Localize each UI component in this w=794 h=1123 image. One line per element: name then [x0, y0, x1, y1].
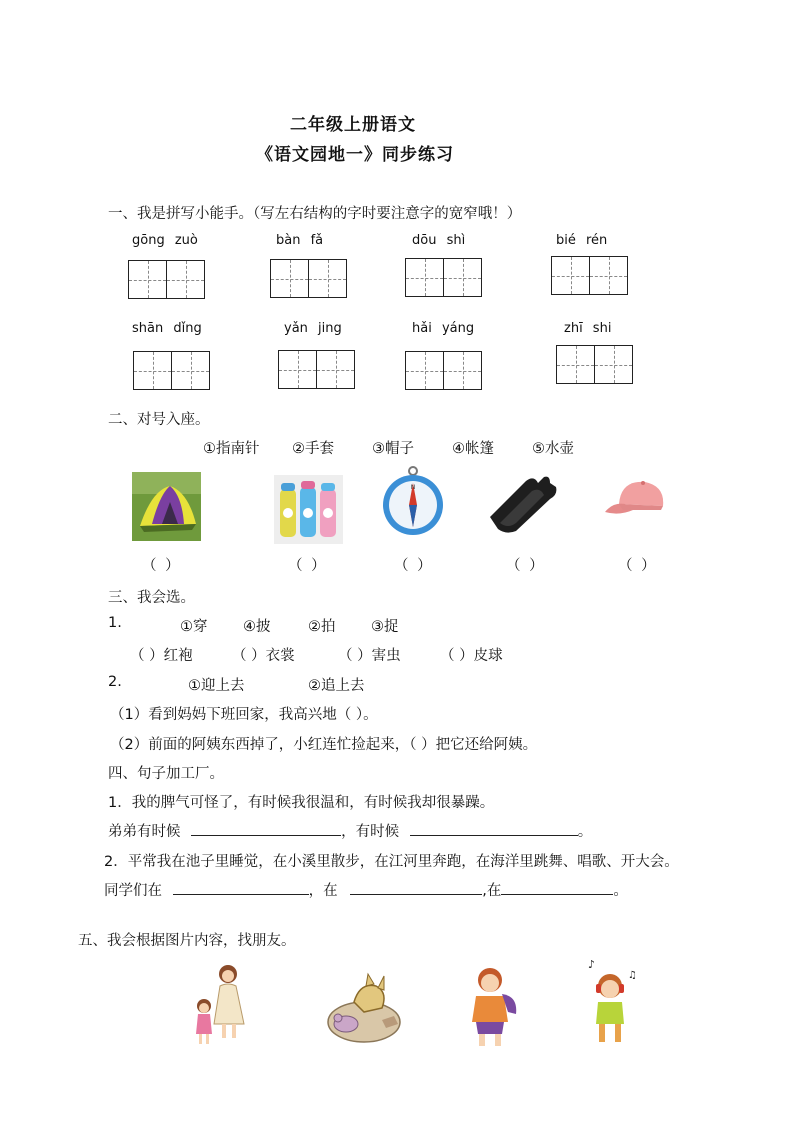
answer-line[interactable]: [410, 821, 578, 836]
fill-item[interactable]: （ ）皮球: [440, 648, 503, 664]
fill-text: 弟弟有时候: [108, 824, 181, 840]
cap-icon: [603, 476, 669, 522]
choice-option: ②拍: [308, 619, 336, 635]
writing-grid[interactable]: [278, 350, 355, 389]
writing-grid[interactable]: [556, 345, 633, 384]
answer-blank[interactable]: （ ）: [288, 558, 326, 574]
section3-heading: 三、我会选。: [108, 590, 195, 606]
page-subtitle: 《语文园地一》同步练习: [256, 145, 454, 165]
page-title: 二年级上册语文: [290, 115, 416, 135]
section4-heading: 四、句子加工厂。: [108, 766, 224, 782]
section2-heading: 二、对号入座。: [108, 412, 210, 428]
girl-music-icon: [584, 956, 640, 1050]
choice-option: ②追上去: [308, 678, 365, 694]
fill-text: ,在: [482, 883, 502, 899]
choice-option: ③捉: [371, 619, 399, 635]
answer-blank[interactable]: （ ）: [618, 558, 656, 574]
choice-option: ①穿: [180, 619, 208, 635]
answer-line[interactable]: [173, 880, 309, 895]
sentence-example: 2．平常我在池子里睡觉，在小溪里散步，在江河里奔跑，在海洋里跳舞、唱歌、开大会。: [104, 854, 679, 870]
section5-heading: 五、我会根据图片内容，找朋友。: [78, 933, 296, 949]
pinyin-5: shān dǐng: [132, 321, 202, 336]
svg-text:♪: ♪: [588, 958, 596, 971]
pinyin-2: bàn fǎ: [276, 233, 324, 248]
answer-line[interactable]: [350, 880, 482, 895]
option-tent: ④帐篷: [452, 441, 494, 457]
pinyin-4: bié rén: [556, 233, 608, 248]
sentence-example: 1．我的脾气可怪了，有时候我很温和，有时候我却很暴躁。: [108, 795, 495, 811]
option-cap: ③帽子: [372, 441, 414, 457]
question-number: 2.: [108, 674, 122, 690]
choice-option: ④披: [243, 619, 271, 635]
fill-item[interactable]: （ ）衣裳: [232, 648, 295, 664]
tent-icon: [132, 472, 201, 541]
svg-text:N: N: [410, 484, 416, 491]
option-bottle: ⑤水壶: [532, 441, 574, 457]
choice-option: ①迎上去: [188, 678, 245, 694]
answer-line[interactable]: [191, 821, 341, 836]
fill-text: ，有时候: [341, 824, 400, 840]
fill-line: [104, 879, 628, 900]
fill-text: 同学们在: [104, 883, 162, 899]
fill-text: 。: [577, 824, 593, 840]
pinyin-6: yǎn jing: [284, 321, 342, 336]
water-bottle-icon: [274, 475, 343, 544]
svg-text:♫: ♫: [628, 970, 637, 981]
writing-grid[interactable]: [405, 351, 482, 390]
writing-grid[interactable]: [133, 351, 210, 390]
question-number: 1.: [108, 615, 122, 631]
pinyin-8: zhī shi: [564, 321, 612, 336]
fill-sentence[interactable]: （1）看到妈妈下班回家，我高兴地（ ）。: [110, 707, 378, 723]
option-glove: ②手套: [292, 441, 334, 457]
section1-heading: 一、我是拼写小能手。（写左右结构的字时要注意字的宽窄哦！）: [108, 206, 522, 222]
answer-blank[interactable]: （ ）: [142, 558, 180, 574]
option-compass: ①指南针: [203, 441, 260, 457]
mother-child-icon: [188, 962, 252, 1048]
fill-line: [108, 820, 592, 841]
glove-icon: [486, 473, 560, 535]
fill-item[interactable]: （ ）害虫: [338, 648, 401, 664]
writing-grid[interactable]: [270, 259, 347, 298]
pinyin-3: dōu shì: [412, 233, 466, 248]
pinyin-1: gōng zuò: [132, 233, 198, 248]
fill-text: ，在: [308, 883, 338, 899]
fill-text: 。: [613, 883, 628, 899]
writing-grid[interactable]: [405, 258, 482, 297]
answer-blank[interactable]: （ ）: [394, 558, 432, 574]
answer-line[interactable]: [501, 880, 613, 895]
cat-mouse-icon: [324, 962, 408, 1046]
pinyin-7: hǎi yáng: [412, 321, 475, 336]
fill-sentence[interactable]: （2）前面的阿姨东西掉了，小红连忙捡起来，（ ）把它还给阿姨。: [110, 737, 538, 753]
writing-grid[interactable]: [128, 260, 205, 299]
compass-icon: [381, 465, 445, 537]
writing-grid[interactable]: [551, 256, 628, 295]
fill-item[interactable]: （ ）红袍: [130, 648, 193, 664]
answer-blank[interactable]: （ ）: [506, 558, 544, 574]
boy-dressing-icon: [462, 964, 522, 1050]
